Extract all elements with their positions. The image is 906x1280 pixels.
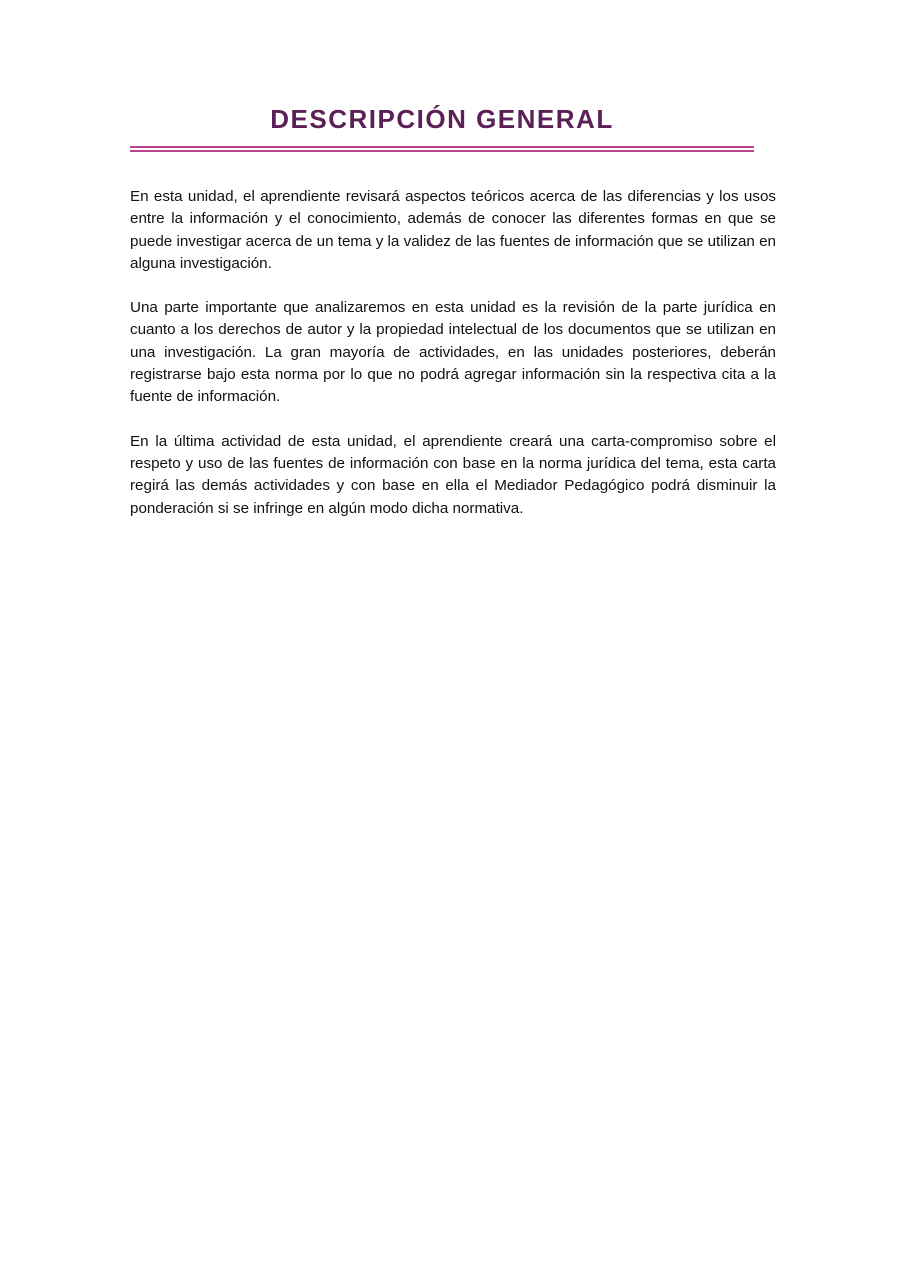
paragraph-intro: En esta unidad, el aprendiente revisará aspectos teóricos acerca de las diferencias y los usos entre la información y el conocimiento, además de conocer las diferentes formas en que se puede investigar acerca de un tema y la validez de las fuentes de información que se utilizan en alguna investigación. xyxy=(130,188,776,272)
body-text xyxy=(130,186,776,542)
divider-line-top xyxy=(130,146,754,148)
paragraph-legal: Una parte importante que analizaremos en esta unidad es la revisión de la parte jurídica en cuanto a los derechos de autor y la propiedad intelectual de los documentos que se utilizan en una investigación. La gran mayoría de actividades, en las unidades posteriores, deberán registrarse bajo esta norma por lo que no podrá agregar información sin la respectiva cita a la fuente de información. xyxy=(130,299,776,406)
divider-line-bottom xyxy=(130,150,754,152)
title-divider xyxy=(130,146,754,153)
page-title: DESCRIPCIÓN GENERAL xyxy=(270,104,614,134)
paragraph-final-activity: En la última actividad de esta unidad, el aprendiente creará una carta-compromiso sobre el respeto y uso de las fuentes de información con base en la norma jurídica del tema, esta carta regirá las demás actividades y con base en ella el Mediador Pedagógico podrá disminuir la ponderación si se infringe en algún modo dicha normativa. xyxy=(130,432,776,517)
